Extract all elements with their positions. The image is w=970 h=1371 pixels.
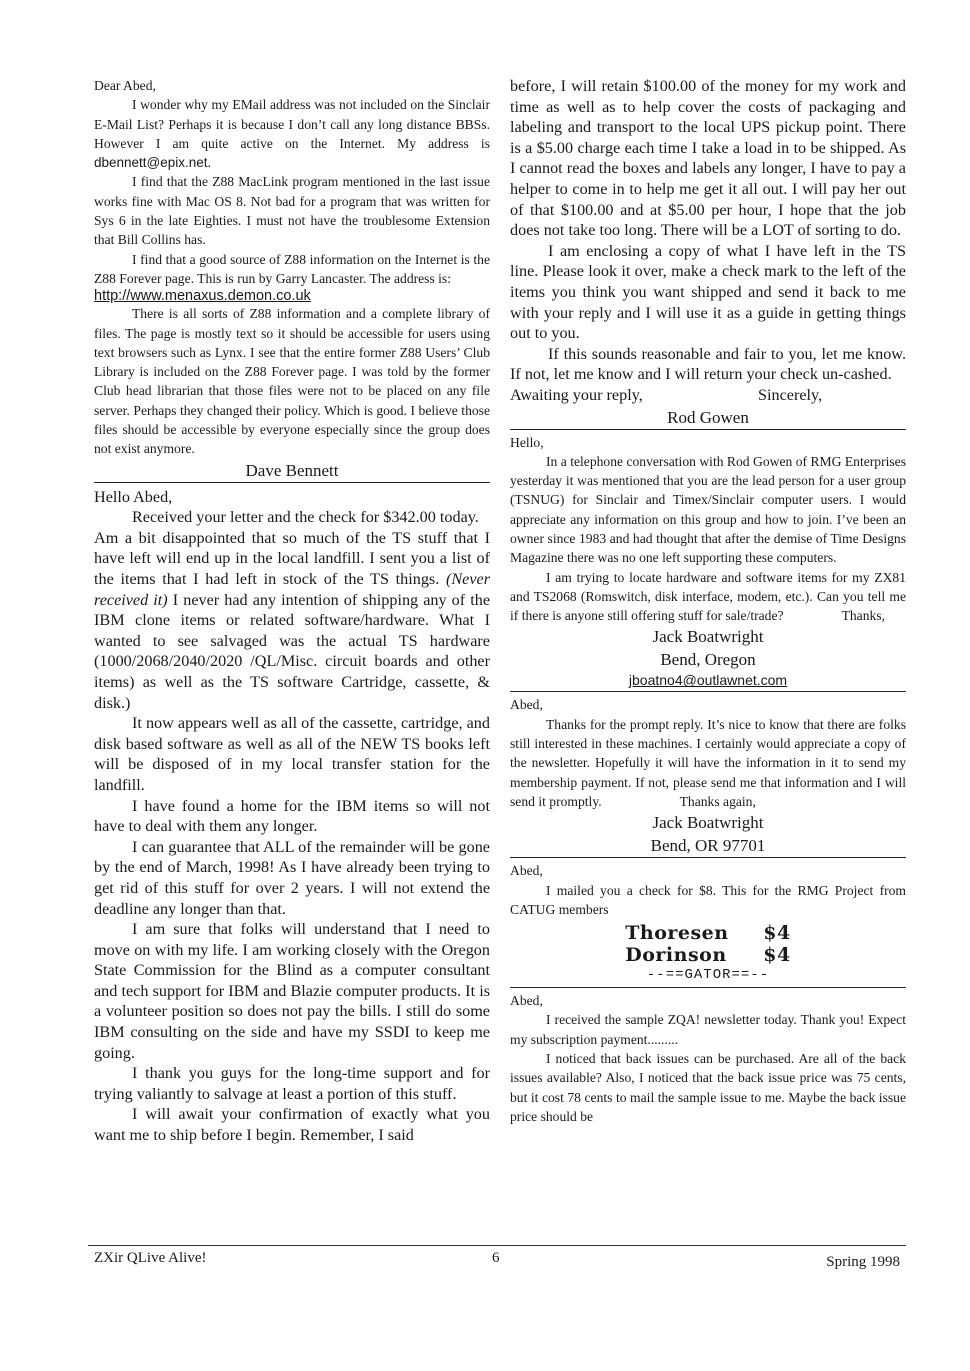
letter-paragraph: I wonder why my EMail address was not included on the Sinclair E-Mail List? Perhaps it is because I don’t call any long distance BBSs. However I am quite active on the Internet. My address is dbennett@epix.net. [94,97,490,171]
email-address[interactable]: jboatno4@outlawnet.com [628,672,788,689]
member-row [510,922,906,944]
letter-paragraph: Thanks for the prompt reply. It’s nice to know that there are folks still interested in these machines. I certainly would appreciate a copy of the newsletter. Hopefully it will have the information in it to send my membership payment. If not, please send me that information and I will send it promptly. Thanks again, [510,716,906,809]
divider [94,482,490,483]
letter-greeting: Dear Abed, [94,78,156,93]
letter-gowen-continued [510,76,906,430]
divider [510,857,906,858]
letter-paragraph: I mailed you a check for $8. This for the RMG Project from CATUG members [510,882,906,917]
letter-greeting: Abed, [510,863,543,879]
signature: Dave Bennett [245,460,339,480]
letter-paragraph: Received your letter and the check for $342.00 today. [132,508,479,527]
letter-paragraph: I am trying to locate hardware and software items for my ZX81 and TS2068 (Romswitch, disk interface, modem, etc.). Can you tell me if there is anyone still offering stuff for sale/trade? Thanks, [510,569,906,624]
letter-paragraph: I thank you guys for the long-time support and for trying valiantly to salvage at least a portion of this stuff. [94,1064,490,1103]
letter-zqa [510,991,906,1126]
letter-paragraph: I can guarantee that ALL of the remainder will be gone by the end of March, 1998! As I have already been trying to get rid of this stuff for over 2 years. I will not extend the deadline any longer than that. [94,837,490,918]
left-column [94,76,490,1146]
page-number: 6 [492,1250,500,1266]
letter-boatwright-1 [510,433,906,693]
website-url[interactable]: http://www.menaxus.demon.co.uk [94,288,311,305]
letter-paragraph: I received the sample ZQA! newsletter today. Thank you! Expect my subscription payment......... [510,1012,906,1047]
divider [510,691,906,692]
letter-boatwright-2 [510,695,906,858]
letter-paragraph: I am sure that folks will understand that I need to move on with my life. I am working closely with the Oregon State Commission for the Blind as a computer consultant and tech support for IBM and Blazie computer products. It is a volunteer position so does not pay the bills. I still do some IBM consulting on the side and have my SSDI to keep me going. [94,920,490,1062]
letter-greeting: Hello, [510,434,544,450]
letter-paragraph: I find that a good source of Z88 information on the Internet is the Z88 Forever page. This is run by Garry Lancaster. The address is: [94,251,490,286]
signature: Rod Gowen [667,407,749,427]
email-address[interactable]: dbennett@epix.net [94,155,208,171]
member-row [510,944,906,966]
letter-greeting: Abed, [510,993,543,1009]
issue-date: Spring 1998 [826,1254,900,1270]
letter-paragraph: I have found a home for the IBM items so will not have to deal with them any longer. [94,796,490,836]
closing-line: Awaiting your reply, Sincerely, [510,385,823,404]
divider [510,987,906,988]
signature-name: Jack Boatwright [652,813,764,833]
letter-paragraph: If this sounds reasonable and fair to you, let me know. If not, let me know and I will return your check un-cashed. [510,344,906,384]
signature-location: Bend, OR 97701 [650,836,766,856]
footer-divider [88,1245,906,1246]
letter-paragraph: I find that the Z88 MacLink program mentioned in the last issue works fine with Mac OS 8. Not bad for a program that was written for Sys 6 in the late Eighties. I must not have the troublesome Extension that Bill Collins has. [94,174,490,248]
right-column [510,76,906,1126]
letter-paragraph: I am enclosing a copy of what I have left in the TS line. Please look it over, make a check mark to the left of the items you think you want shipped and send it back to me with your reply and I will use it as a guide in getting things out to you. [510,241,906,343]
letter-gowen [94,487,490,1146]
gator-signoff: --==GATOR==-- [646,967,770,984]
letter-paragraph: I noticed that back issues can be purchased. Are all of the back issues available? Also, I noticed that the back issue price was 75 cents, but it cost 78 cents to mail the sample issue to me. Maybe the back issue price should be [510,1051,906,1124]
letter-paragraph: In a telephone conversation with Rod Gowen of RMG Enterprises yesterday it was mentioned that you are the lead person for a user group (TSNUG) for Sinclair and Timex/Sinclair computer users. I would appreciate any information on this group and how to join. I’ve been an owner since 1983 and had thought that after the demise of Time Designs Magazine there was no one left supporting these computers. [510,453,906,566]
letter-catug [510,861,906,988]
member-name: Thoresen [625,922,729,945]
editor-note: (Never received it) [94,570,490,609]
letter-bennett [94,76,490,483]
letter-paragraph: It now appears well as all of the cassette, cartridge, and disk based software as well as all of the NEW TS books left will be disposed of in my local transfer station for the landfill. [94,714,490,794]
divider [510,429,906,430]
letter-paragraph: before, I will retain $100.00 of the money for my work and time as well as to help cover the costs of packaging and labeling and transport to the local UPS pickup point. There is a $5.00 charge each time I take a load in to be shipped. As I cannot read the boxes and labels any longer, I have to pay a helper to come in to help me get it all out. I will pay her out of that $100.00 and at $5.00 per hour, I hope that the job does not take too long. There will be a LOT of sorting to do. [510,77,906,240]
member-amount: $4 [763,944,791,967]
member-name: Dorinson [625,944,727,967]
letter-paragraph: Am a bit disappointed that so much of the TS stuff that I have left will end up in the local landfill. I sent you a list of the items that I had left in stock of the TS things. (Never received it) I never had any intention of shipping any of the IBM clone items or related software/hardware. What I wanted to see salvaged was the actual TS hardware (1000/2068/2040/2020 /QL/Misc. circuit boards and other items) as well as the TS software Cartridge, cassette, & disk.) [94,528,491,712]
member-amount: $4 [763,922,791,945]
letter-paragraph: I will await your confirmation of exactly what you want me to ship before I begin. Remember, I said [94,1105,490,1145]
letter-greeting: Abed, [510,697,543,713]
letter-paragraph: There is all sorts of Z88 information and a complete library of files. The page is mostly text so it should be accessible for users using text browsers such as Lynx. I see that the entire former Z88 Users’ Club Library is included on the Z88 Forever page. I was told by the former Club head librarian that those files were not to be placed on any file server. Perhaps they changed their policy. Which is good. I believe those files should be accessible by everyone especially since the group does not exist anymore. [94,306,490,457]
publication-title: ZXir QLive Alive! [94,1250,207,1266]
signature-location: Bend, Oregon [660,650,756,670]
signature-name: Jack Boatwright [652,627,764,647]
letter-greeting: Hello Abed, [94,487,173,506]
